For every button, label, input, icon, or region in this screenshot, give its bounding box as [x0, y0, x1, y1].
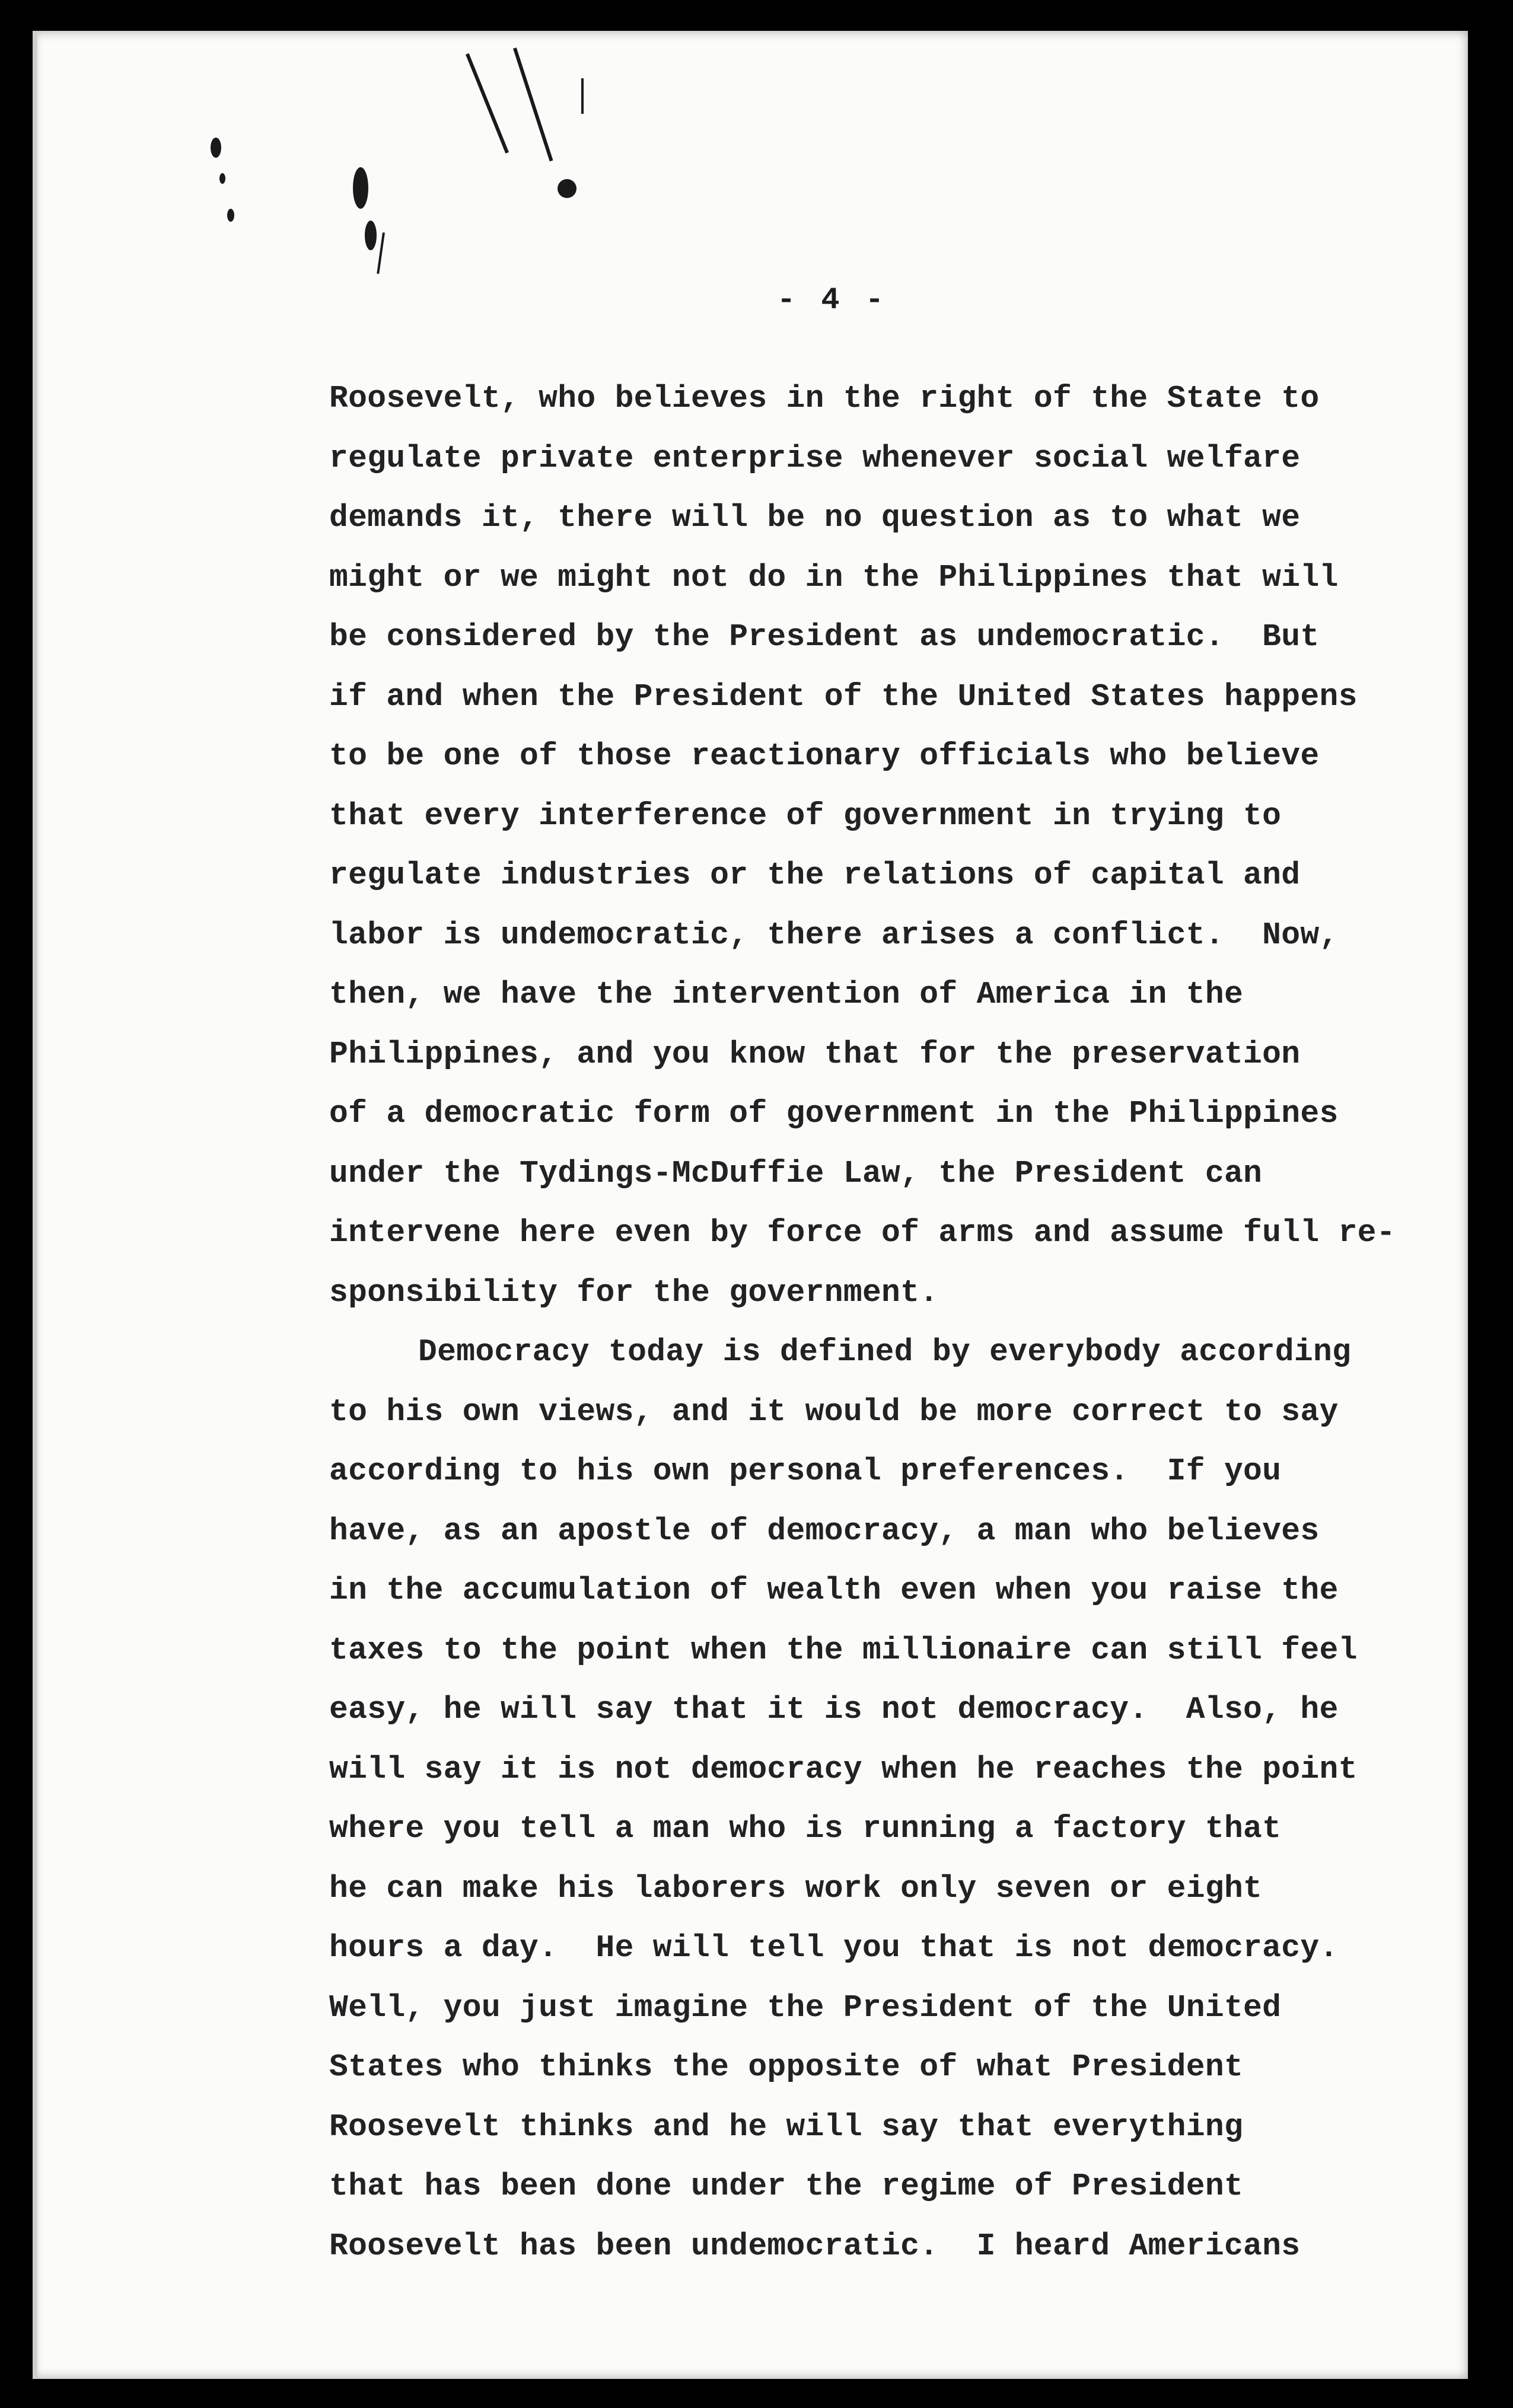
text-line: easy, he will say that it is not democracy. Also, he	[329, 1692, 1339, 1727]
ink-smudge	[211, 138, 221, 158]
text-line: Roosevelt thinks and he will say that everything	[329, 2109, 1244, 2145]
text-line: to his own views, and it would be more correct to say	[329, 1393, 1339, 1430]
text-line: of a democratic form of government in the Philippines	[329, 1096, 1339, 1131]
text-line: if and when the President of the United States happens	[329, 678, 1358, 715]
document-page	[33, 31, 1468, 2379]
paragraph-start-line: Democracy today is defined by everybody according	[418, 1334, 1352, 1370]
text-line: that every interference of government in trying to	[329, 798, 1282, 834]
text-line: intervene here even by force of arms and assume full re-	[329, 1215, 1396, 1251]
ink-stroke	[377, 232, 385, 274]
ink-stroke	[513, 47, 553, 161]
ink-smudge	[558, 179, 576, 198]
text-line: that has been done under the regime of President	[329, 2168, 1244, 2204]
text-line: Philippines, and you know that for the preservation	[329, 1036, 1301, 1072]
text-line: be considered by the President as undemocratic. But	[329, 619, 1320, 655]
ink-smudge	[353, 167, 368, 209]
text-line: sponsibility for the government.	[329, 1274, 939, 1310]
text-line: States who thinks the opposite of what President	[329, 2049, 1244, 2085]
text-line: Well, you just imagine the President of the United	[329, 1989, 1282, 2026]
text-line: regulate private enterprise whenever social welfare	[329, 440, 1301, 476]
text-line: labor is undemocratic, there arises a conflict. Now,	[329, 917, 1339, 953]
ink-stroke	[466, 53, 509, 154]
ink-smudge	[365, 221, 377, 250]
text-line: under the Tydings-McDuffie Law, the President can	[329, 1155, 1263, 1191]
page-edge-left	[33, 31, 37, 2379]
text-line: might or we might not do in the Philippines that will	[329, 559, 1339, 595]
text-line: Roosevelt, who believes in the right of the State to	[329, 381, 1320, 416]
text-line: Roosevelt has been undemocratic. I heard Americans	[329, 2228, 1301, 2264]
text-line: to be one of those reactionary officials who believe	[329, 738, 1320, 774]
text-line: will say it is not democracy when he reaches the point	[329, 1751, 1358, 1787]
text-line: in the accumulation of wealth even when you raise the	[329, 1573, 1339, 1608]
text-line: hours a day. He will tell you that is not democracy.	[329, 1930, 1339, 1966]
text-line: then, we have the intervention of America in the	[329, 977, 1244, 1012]
ink-stroke	[581, 78, 584, 114]
text-line: taxes to the point when the millionaire can still feel	[329, 1632, 1358, 1668]
ink-smudge	[227, 209, 234, 222]
text-line: he can make his laborers work only seven or eight	[329, 1870, 1263, 1906]
text-line: regulate industries or the relations of capital and	[329, 857, 1301, 893]
text-line: have, as an apostle of democracy, a man who believes	[329, 1513, 1320, 1549]
text-line: according to his own personal preferences. If you	[329, 1453, 1282, 1489]
ink-smudge	[219, 173, 225, 184]
body-text	[329, 369, 1409, 2276]
text-line: demands it, there will be no question as to what we	[329, 500, 1301, 535]
text-line: where you tell a man who is running a factory that	[329, 1811, 1282, 1846]
page-number: - 4 -	[777, 283, 888, 318]
